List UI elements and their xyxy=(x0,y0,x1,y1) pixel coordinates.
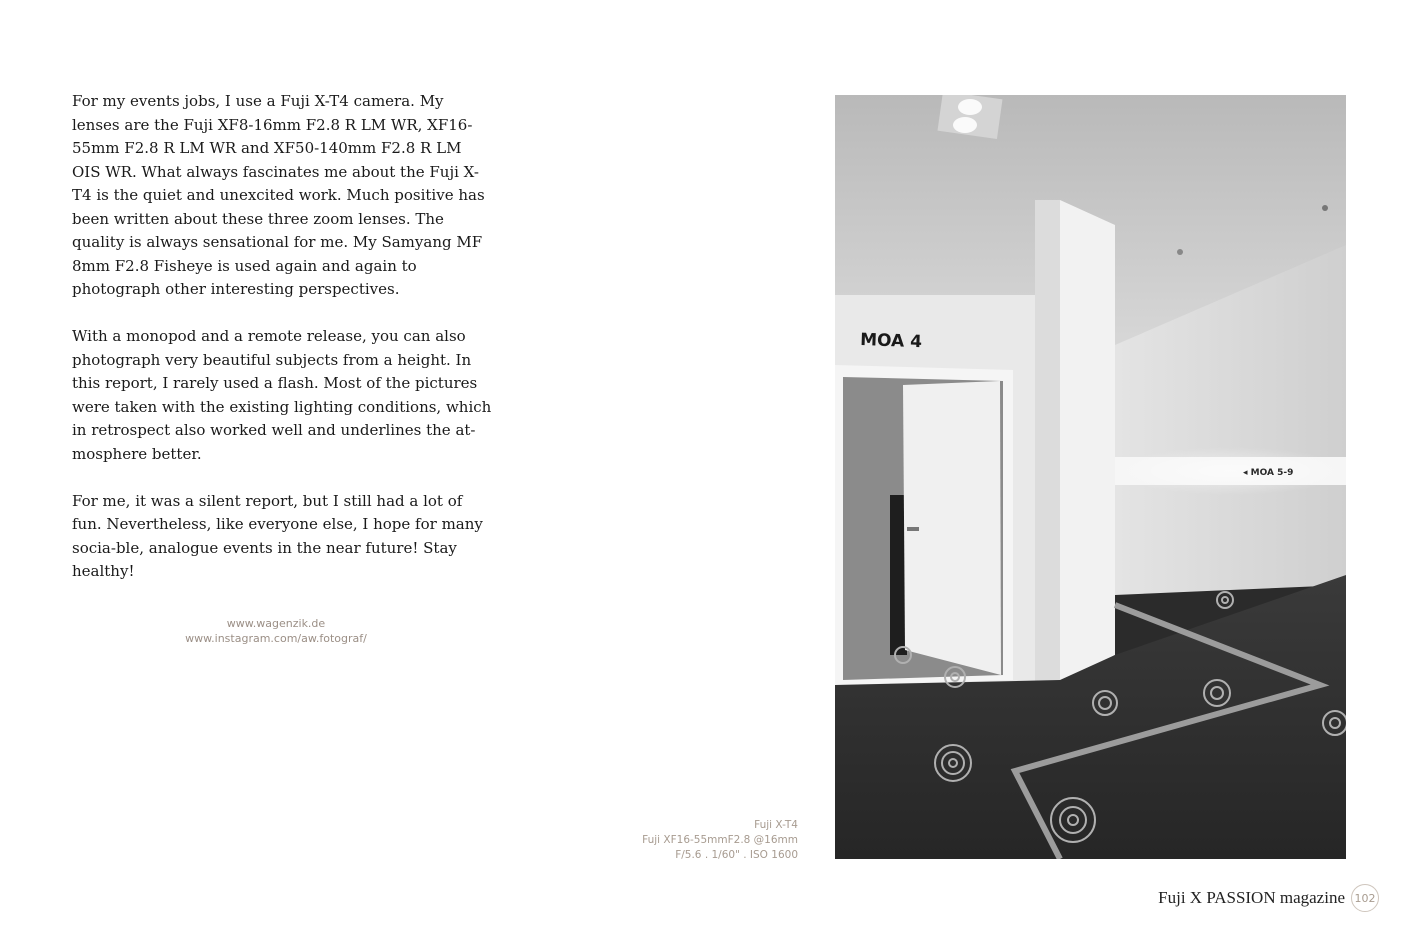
magazine-title: Fuji X PASSION magazine xyxy=(1158,888,1345,907)
caption-lens: Fuji XF16-55mmF2.8 @16mm xyxy=(642,834,798,846)
instagram-link[interactable]: www.instagram.com/aw.fotograf/ xyxy=(185,632,367,645)
article-body xyxy=(72,90,492,607)
door-sign: MOA 4 xyxy=(859,330,923,353)
caption-settings: F/5.6 . 1/60" . ISO 1600 xyxy=(675,849,798,861)
photo-caption xyxy=(560,818,798,863)
caption-camera: Fuji X-T4 xyxy=(754,819,798,831)
wall-sign: ◂ MOA 5-9 xyxy=(1243,468,1294,478)
page-number: 102 xyxy=(1351,884,1379,912)
website-link[interactable]: www.wagenzik.de xyxy=(226,617,326,630)
photographer-links xyxy=(72,616,480,646)
hallway-photo xyxy=(835,95,1346,859)
paragraph-monopod: With a monopod and a remote release, you can also photograph very beautiful subjects from a height. In this report, I rarely used a flash. Most of the pictures were taken with the existing lighting conditions, which in retrospect also worked well and underlines the at-mosphere better. xyxy=(72,327,492,463)
paragraph-closing: For me, it was a silent report, but I still had a lot of fun. Nevertheless, like everyone else, I hope for many socia-ble, analogue events in the near future! Stay healthy! xyxy=(72,491,483,580)
paragraph-equipment: For my events jobs, I use a Fuji X-T4 camera. My lenses are the Fuji XF8-16mm F2.8 R LM WR, XF16-55mm F2.8 R LM WR and XF50-140mm F2.8 R LM OIS WR. What always fascinates me about the Fuji X-T4 is the quiet and unexcited work. Much positive has been written about these three zoom lenses. The quality is always sensational for me. My Samyang MF 8mm F2.8 Fisheye is used again and again to photograph other interesting perspectives. xyxy=(72,92,485,298)
page-footer xyxy=(1158,884,1379,912)
